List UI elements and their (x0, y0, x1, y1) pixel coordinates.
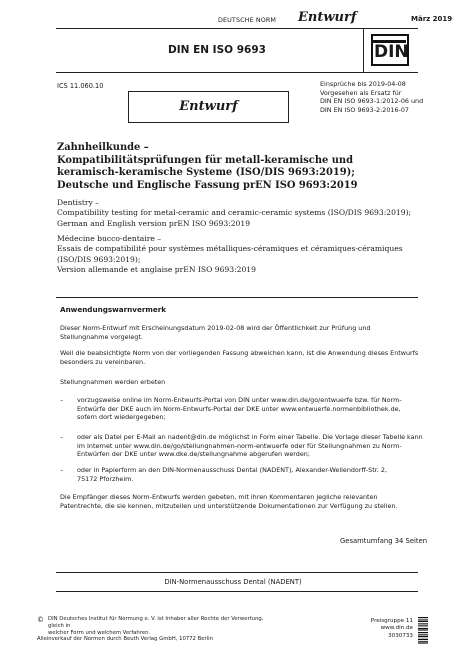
title-english-line: Compatibility testing for metal-ceramic and ceramic-ceramic systems (ISO/DIS 9693:2019); (57, 208, 412, 218)
objection-line: DIN EN ISO 9693-1:2012-06 und (320, 97, 424, 106)
title-german (57, 142, 447, 192)
notice-line: Patentrechte, die sie kennen, mitzuteilen und unterstützende Dokumentationen zur Verfügung zu stellen. (60, 501, 398, 510)
bullet-dash: – (60, 396, 64, 404)
title-german-line: Deutsche und Englische Fassung prEN ISO 9693:2019 (57, 179, 358, 191)
bullet-line: im Internet unter www.din.de/go/stellungnahmen-norm-entwuerfe oder für Stellungnahmen zu Norm- (77, 441, 402, 450)
objection-line: DIN EN ISO 9693-2:2016-07 (320, 105, 409, 114)
bullet-line: oder in Papierform an den DIN-Normenausschuss Dental (NADENT), Alexander-Wellendorff-Str. 2, (77, 466, 387, 474)
bullet-line: vorzugsweise online im Norm-Entwurfs-Portal von DIN unter www.din.de/go/entwuerfe bzw. für Norm- (77, 396, 402, 404)
notice-heading: Anwendungswarnvermerk (60, 305, 167, 314)
bullet-3 (77, 466, 427, 483)
bullet-2 (77, 433, 429, 459)
total-pages: Gesamtumfang 34 Seiten (340, 537, 428, 545)
footer-meta (355, 618, 413, 640)
committee-name: DIN-Normenausschuss Dental (NADENT) (164, 578, 302, 586)
entwurf-box (128, 91, 289, 123)
notice-paragraph-3: Stellungnahmen werden erbeten (60, 378, 166, 386)
bullet-line: 75172 Pforzheim. (77, 474, 134, 483)
title-french-line: Version allemande et anglaise prEN ISO 9693:2019 (57, 264, 256, 274)
catalog-url: www.din.de (380, 625, 413, 632)
title-english-line: German and English version prEN ISO 9693:2019 (57, 218, 251, 228)
barcode (417, 616, 429, 644)
document-number: DIN EN ISO 9693 (168, 44, 266, 56)
notice-line: Dieser Norm-Entwurf mit Erscheinungsdatum 2019-02-08 wird der Öffentlichkeit zur Prüfung und (60, 324, 371, 332)
notice-paragraph-4 (60, 493, 420, 510)
bullet-line: Entwürfe der DKE auch im Norm-Entwurfs-Portal der DKE unter www.entwuerfe.normenbibliothek.de, (77, 404, 401, 413)
ics-code: ICS 11.060.10 (57, 82, 104, 90)
copyright-line: DIN Deutsches Institut für Normung e. V. ist Inhaber aller Rechte der Verwertung, gleich in (48, 616, 264, 629)
title-french-line: Essais de compatibilité pour systèmes métalliques-céramiques et céramiques-céramiques (57, 244, 403, 254)
bullet-line: oder als Datei per E-Mail an nadent@din.de möglichst in Form einer Tabelle. Die Vorlage dieser Tabelle kann (77, 433, 423, 441)
din-logo (371, 34, 409, 66)
objection-block (320, 80, 430, 114)
document-id: 3030733 (388, 632, 413, 639)
entwurf-header-label: Entwurf (298, 10, 357, 25)
entwurf-box-label: Entwurf (179, 99, 238, 114)
bullet-dash: – (60, 466, 64, 474)
title-french (57, 234, 457, 275)
din-logo-text: DIN (374, 42, 409, 62)
bullet-line: sofern dort wiedergegeben; (77, 413, 166, 422)
copyright-notice (37, 616, 278, 643)
title-english (57, 198, 457, 229)
date-label: März 2019 (411, 15, 453, 23)
title-french-line: Médecine bucco-dentaire – (57, 234, 162, 243)
title-german-line: Kompatibilitätsprüfungen für metall-keramische und (57, 154, 353, 166)
notice-line: besonders zu vereinbaren. (60, 357, 146, 366)
bullet-1 (77, 396, 427, 422)
objection-line: Vorgesehen als Ersatz für (320, 88, 402, 97)
copyright-line: welcher Form und welchem Verfahren. (48, 629, 151, 636)
bullet-dash: – (60, 433, 64, 441)
copyright-symbol: © (37, 616, 44, 624)
notice-paragraph-2 (60, 349, 420, 366)
title-french-line: (ISO/DIS 9693:2019); (57, 254, 141, 264)
objection-line: Einsprüche bis 2019-04-08 (320, 80, 406, 88)
notice-paragraph-1 (60, 324, 420, 341)
notice-line: Weil die beabsichtigte Norm von der vorliegenden Fassung abweichen kann, ist die Anwendung dieses Entwurfs (60, 349, 419, 357)
deutsche-norm-label: DEUTSCHE NORM (218, 16, 276, 24)
title-german-line: Zahnheilkunde – (57, 142, 149, 153)
copyright-line: Alleinverkauf der Normen durch Beuth Verlag GmbH, 10772 Berlin (37, 636, 213, 643)
price-group: Preisgruppe 11 (370, 618, 413, 624)
notice-line: Stellungnahme vorgelegt. (60, 332, 143, 341)
bullet-line: Entwürfen der DKE unter www.dke.de/stellungnahme abgerufen werden; (77, 450, 310, 459)
notice-line: Die Empfänger dieses Norm-Entwurfs werden gebeten, mit ihren Kommentaren jegliche relevanten (60, 493, 378, 501)
title-english-line: Dentistry – (57, 198, 100, 207)
title-german-line: keramisch-keramische Systeme (ISO/DIS 9693:2019); (57, 167, 355, 179)
